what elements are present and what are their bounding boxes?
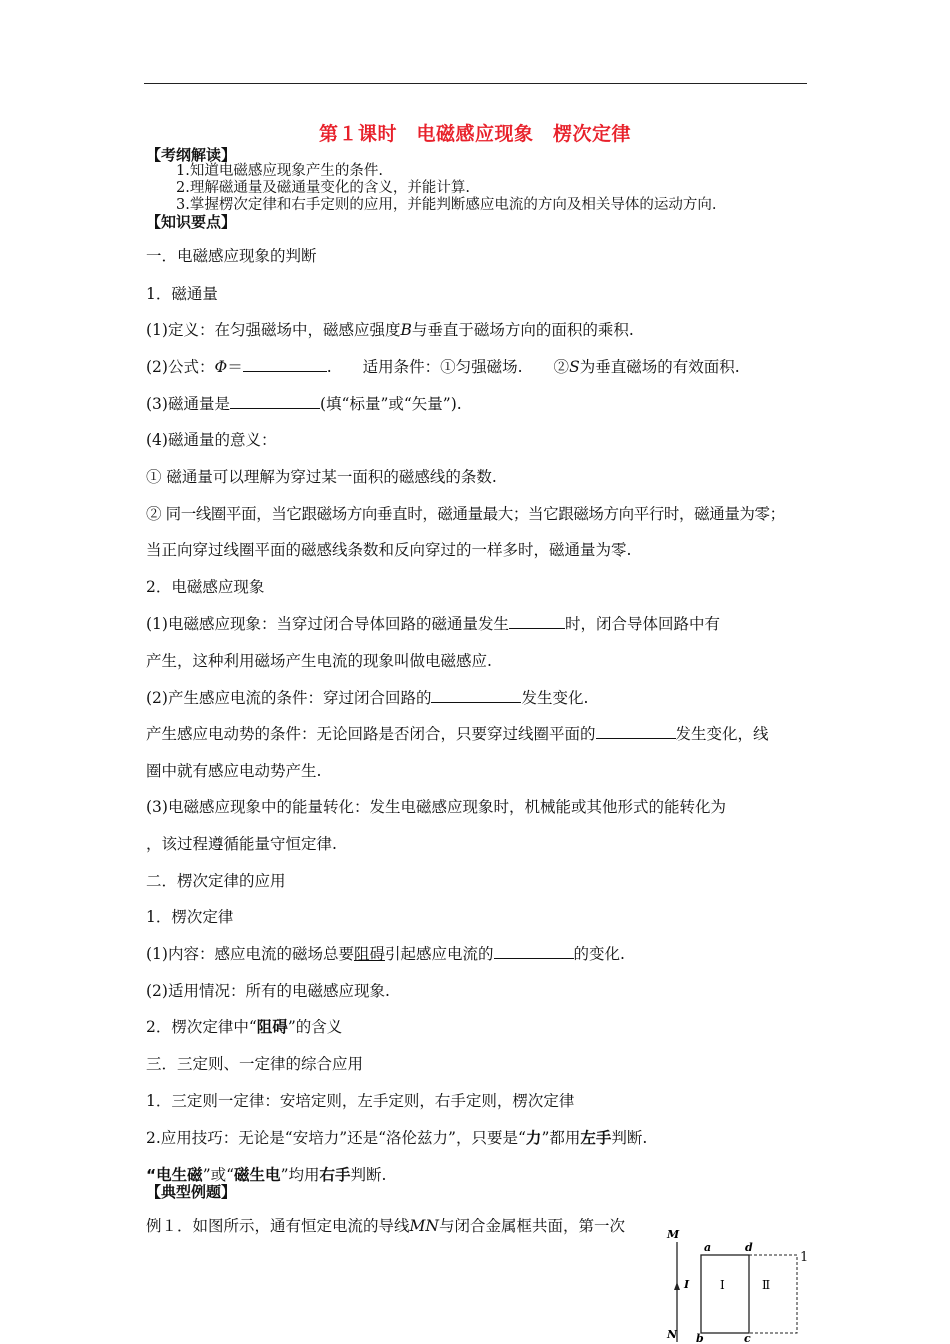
subsection-lenz: 1．楞次定律 xyxy=(146,908,234,926)
emf-condition: 产生感应电动势的条件：无论回路是否闭合，只要穿过线圈平面的 发生变化，线 xyxy=(146,725,769,743)
label-m: M xyxy=(667,1228,680,1241)
energy-conversion: (3)电磁感应现象中的能量转化：发生电磁感应现象时，机械能或其他形式的能转化为 xyxy=(146,798,726,816)
emf-blank[interactable] xyxy=(596,724,676,739)
meaning-item-2: ② 同一线圈平面，当它跟磁场方向垂直时，磁通量最大；当它跟磁场方向平行时，磁通量为零； xyxy=(146,505,785,523)
label-b: b xyxy=(696,1332,704,1344)
subsection-flux: 1．磁通量 xyxy=(146,285,218,303)
label-d: d xyxy=(745,1241,753,1254)
knowledge-header: 【知识要点】 xyxy=(146,213,237,231)
region-1-label: Ⅰ xyxy=(720,1278,725,1292)
header-rule xyxy=(144,83,807,84)
current-condition: (2)产生感应电流的条件：穿过闭合回路的 发生变化. xyxy=(146,689,589,707)
em-blank[interactable] xyxy=(509,614,565,629)
outline-item-3: 3.掌握楞次定律和右手定则的应用，并能判断感应电流的方向及相关导体的运动方向. xyxy=(176,197,717,213)
flux-definition: (1)定义：在匀强磁场中，磁感应强度B与垂直于磁场方向的面积的乘积. xyxy=(146,321,634,339)
flux-scalar: (3)磁通量是 (填“标量”或“矢量”). xyxy=(146,395,462,413)
formula-blank[interactable] xyxy=(243,357,327,372)
meaning-item-2b: 当正向穿过线圈平面的磁感线条数和反向穿过的一样多时，磁通量为零. xyxy=(146,541,632,559)
lenz-scope: (2)适用情况：所有的电磁感应现象. xyxy=(146,982,390,1000)
outline-item-1: 1.知道电磁感应现象产生的条件. xyxy=(176,163,383,179)
position-1-label: 1 xyxy=(800,1250,809,1265)
label-a: a xyxy=(704,1241,712,1254)
condition-blank[interactable] xyxy=(431,688,521,703)
emf-condition-cont: 圈中就有感应电动势产生. xyxy=(146,762,322,780)
em-phenomenon: (1)电磁感应现象：当穿过闭合导体回路的磁通量发生 时，闭合导体回路中有 xyxy=(146,615,720,633)
flux-formula: (2)公式：Φ＝ . 适用条件：①匀强磁场. ②S为垂直磁场的有效面积. xyxy=(146,358,740,376)
right-hand-tip: “电生磁”或“磁生电”均用右手判断. xyxy=(146,1166,387,1184)
example-1: 例１．如图所示，通有恒定电流的导线MN与闭合金属框共面，第一次 xyxy=(146,1217,625,1235)
examples-header: 【典型例题】 xyxy=(146,1183,237,1201)
lenz-hinder-meaning: 2．楞次定律中“阻碍”的含义 xyxy=(146,1018,343,1036)
section-1-title: 一．电磁感应现象的判断 xyxy=(146,247,317,265)
scalar-blank[interactable] xyxy=(230,394,320,409)
label-n: N xyxy=(667,1328,678,1341)
lenz-content: (1)内容：感应电流的磁场总要阻碍引起感应电流的 的变化. xyxy=(146,945,625,963)
lenz-blank[interactable] xyxy=(494,944,574,959)
subsection-em-induction: 2．电磁感应现象 xyxy=(146,578,265,596)
page-title: 第１课时 电磁感应现象 楞次定律 xyxy=(318,123,631,145)
metal-frame xyxy=(701,1255,749,1333)
region-2-label: Ⅱ xyxy=(762,1278,771,1292)
label-i: I xyxy=(684,1278,690,1291)
exam-outline-header: 【考纲解读】 xyxy=(146,146,237,164)
current-arrow-icon xyxy=(674,1282,680,1290)
example-1-figure xyxy=(650,1220,810,1344)
label-c: c xyxy=(744,1332,751,1344)
energy-conversion-cont: ，该过程遵循能量守恒定律. xyxy=(146,835,337,853)
application-tip: 2.应用技巧：无论是“安培力”还是“洛伦兹力”，只要是“力”都用左手判断. xyxy=(146,1129,648,1147)
outline-item-2: 2.理解磁通量及磁通量变化的含义，并能计算. xyxy=(176,180,470,196)
meaning-item-1: ① 磁通量可以理解为穿过某一面积的磁感线的条数. xyxy=(146,468,497,486)
three-rules: 1．三定则一定律：安培定则，左手定则，右手定则，楞次定律 xyxy=(146,1092,575,1110)
section-3-title: 三．三定则、一定律的综合应用 xyxy=(146,1055,364,1073)
frame-position-2 xyxy=(749,1255,797,1333)
em-phenomenon-cont: 产生，这种利用磁场产生电流的现象叫做电磁感应. xyxy=(146,652,492,670)
section-2-title: 二．楞次定律的应用 xyxy=(146,872,286,890)
flux-meaning: (4)磁通量的意义： xyxy=(146,431,277,449)
